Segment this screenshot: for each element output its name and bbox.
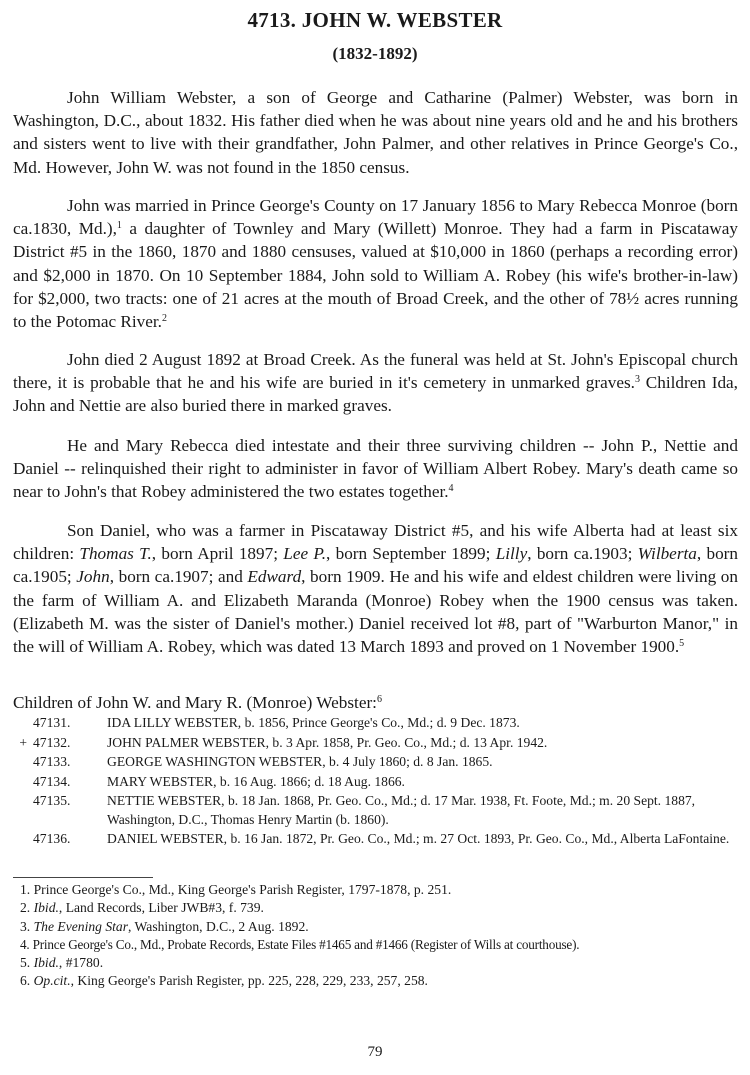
footnote-ref: 2 bbox=[161, 313, 167, 325]
footnote-text: Prince George's Co., Md., Probate Records, Estate Files #1465 and #1466 (Register of Wills at courthouse). bbox=[32, 936, 580, 952]
entry-name: JOHN PALMER WEBSTER bbox=[107, 734, 266, 750]
paragraph-son-daniel bbox=[13, 519, 738, 658]
paragraph-text: , born ca.1905; bbox=[13, 544, 738, 587]
paragraph-text: He and Mary Rebecca died intestate and their three surviving children -- John P., Nettie and Daniel -- relinquished their right to administer in favor of William Albert Robey. Mary's death came so near to John's that Robey administered the two estates together. bbox=[13, 436, 738, 502]
entry-details: , b. 18 Jan. 1868, Pr. Geo. Co., Md.; d. 17 Mar. 1938, Ft. Foote, Md.; m. 20 Sept. 1887, Washington, D.C., Thomas Henry Martin (b. 1860). bbox=[107, 793, 696, 827]
entry-number: 47132. bbox=[33, 734, 71, 750]
paragraph-text: , born September 1899; bbox=[326, 544, 496, 564]
paragraph-marriage bbox=[13, 194, 738, 333]
paragraph-text: , born ca.1907; and bbox=[109, 567, 248, 587]
footnote-number: 3. bbox=[20, 918, 31, 934]
footnote-text: , Land Records, Liber JWB#3, f. 739. bbox=[58, 900, 264, 916]
child-name: Lilly bbox=[495, 544, 528, 564]
footnote-ref: 6 bbox=[376, 694, 382, 705]
line-marker bbox=[13, 753, 27, 772]
footnote-number: 2. bbox=[20, 900, 31, 916]
footnote bbox=[20, 881, 740, 899]
paragraph-estate bbox=[13, 434, 738, 504]
entry-text bbox=[81, 734, 738, 753]
line-marker bbox=[13, 792, 27, 829]
entry-name: DANIEL WEBSTER bbox=[107, 831, 224, 846]
footnotes bbox=[20, 881, 740, 991]
footnote bbox=[20, 972, 740, 990]
entry-details: , b. 1856, Prince George's Co., Md.; d. 9 Dec. 1873. bbox=[237, 715, 520, 730]
paragraph-text: , born 1909. He and his wife and eldest children were living on the farm of William A. and Elizabeth Maranda (Monroe) Robey when the 1900 census was taken. (Elizabeth M. was the sister of Daniel's mother.) Daniel received lot #8, part of "Warburton Manor," in the will of William A. Robey, which was dated 13 March 1893 and proved on 1 November 1900. bbox=[13, 567, 738, 657]
paragraph-text: , born April 1897; bbox=[151, 544, 284, 564]
entry-text bbox=[81, 714, 738, 733]
paragraph-text: Son Daniel, who was a farmer in Piscataway District #5, and his wife Alberta had at least six children: bbox=[13, 521, 738, 564]
entry-name: IDA LILLY WEBSTER bbox=[107, 715, 238, 730]
child-entry bbox=[13, 714, 738, 733]
entry-details: , b. 3 Apr. 1858, Pr. Geo. Co., Md.; d. 13 Apr. 1942. bbox=[265, 734, 548, 750]
child-entry bbox=[13, 734, 738, 753]
page-number: 79 bbox=[367, 1044, 383, 1060]
line-marker bbox=[13, 830, 27, 849]
entry-name: GEORGE WASHINGTON WEBSTER bbox=[107, 754, 323, 769]
paragraph-death bbox=[13, 348, 738, 418]
entry-text bbox=[81, 792, 738, 829]
footnote-ref: 3 bbox=[634, 374, 640, 386]
line-marker bbox=[13, 773, 27, 792]
entry-number: 47135. bbox=[33, 793, 71, 808]
entry-name: NETTIE WEBSTER bbox=[107, 793, 222, 808]
children-list bbox=[13, 714, 738, 850]
paragraph-early-life bbox=[13, 86, 738, 179]
footnote bbox=[20, 954, 740, 972]
footnote-number: 5. bbox=[20, 955, 31, 971]
entry-details: , b. 16 Aug. 1866; d. 18 Aug. 1866. bbox=[213, 773, 405, 789]
child-entry bbox=[13, 792, 738, 829]
child-entry bbox=[13, 753, 738, 772]
page-title: 4713. JOHN W. WEBSTER bbox=[247, 8, 503, 32]
children-heading bbox=[13, 692, 382, 714]
footnote-italic: The Evening Star bbox=[33, 918, 128, 934]
footnote bbox=[20, 899, 740, 917]
paragraph-text: , born ca.1903; bbox=[527, 544, 638, 564]
child-name: Thomas T. bbox=[79, 544, 152, 564]
line-marker: + bbox=[19, 734, 27, 750]
entry-details: , b. 4 July 1860; d. 8 Jan. 1865. bbox=[322, 754, 493, 769]
footnote bbox=[20, 918, 740, 936]
footnote-italic: Ibid. bbox=[33, 900, 59, 916]
child-name: Wilberta bbox=[637, 544, 697, 564]
footnote-italic: Op.cit. bbox=[33, 973, 71, 989]
footnote-italic: Ibid. bbox=[33, 955, 59, 971]
footnote bbox=[20, 936, 740, 954]
footnote-text: , King George's Parish Register, pp. 225, 228, 229, 233, 257, 258. bbox=[70, 973, 428, 989]
children-heading-text: Children of John W. and Mary R. (Monroe) Webster: bbox=[13, 693, 377, 712]
footnote-ref: 4 bbox=[448, 483, 454, 495]
line-marker bbox=[13, 714, 27, 733]
footnote-text: , #1780. bbox=[58, 955, 104, 971]
footnote-ref: 1 bbox=[116, 220, 122, 232]
footnote-number: 1. bbox=[20, 882, 31, 897]
child-name: Lee P. bbox=[283, 544, 326, 564]
child-entry bbox=[13, 830, 738, 849]
footnote-number: 4. bbox=[20, 936, 30, 952]
paragraph-text: John died 2 August 1892 at Broad Creek. As the funeral was held at St. John's Episcopal church there, it is probable that he and his wife are buried in it's cemetery in unmarked graves. bbox=[13, 350, 738, 393]
entry-name: MARY WEBSTER bbox=[107, 773, 214, 789]
footnote-text: , Washington, D.C., 2 Aug. 1892. bbox=[128, 918, 309, 934]
footnote-text: Prince George's Co., Md., King George's Parish Register, 1797-1878, p. 251. bbox=[33, 882, 452, 897]
entry-number: 47136. bbox=[33, 831, 71, 846]
child-entry bbox=[13, 773, 738, 792]
entry-number: 47133. bbox=[33, 754, 71, 769]
life-dates: (1832-1892) bbox=[332, 44, 418, 63]
entry-text bbox=[81, 753, 738, 772]
entry-number: 47134. bbox=[33, 773, 71, 789]
child-name: John bbox=[76, 567, 110, 587]
entry-number: 47131. bbox=[33, 715, 71, 730]
footnote-ref: 5 bbox=[679, 638, 685, 650]
entry-text bbox=[81, 773, 738, 792]
paragraph-text: John was married in Prince George's County on 17 January 1856 to Mary Rebecca Monroe (born ca.1830, Md.), bbox=[13, 196, 738, 239]
paragraph-text: John William Webster, a son of George and Catharine (Palmer) Webster, was born in Washington, D.C., about 1832. His father died when he was about nine years old and he and his brothers and sisters went to live with their grandfather, John Palmer, and other relatives in Prince George's Co., Md. However, John W. was not found in the 1850 census. bbox=[13, 88, 738, 177]
entry-text bbox=[81, 830, 738, 849]
entry-details: , b. 16 Jan. 1872, Pr. Geo. Co., Md.; m. 27 Oct. 1893, Pr. Geo. Co., Md., Alberta LaFontaine. bbox=[223, 831, 730, 846]
footnote-number: 6. bbox=[20, 973, 31, 989]
footnote-divider bbox=[13, 877, 153, 878]
paragraph-text: a daughter of Townley and Mary (Willett) Monroe. They had a farm in Piscataway District #5 in the 1860, 1870 and 1880 censuses, valued at $10,000 in 1860 (perhaps a recording error) and $2,000 in 1870. On 10 September 1884, John sold to William A. Robey (his wife's brother-in-law) for $2,000, two tracts: one of 21 acres at the mouth of Broad Creek, and the other of 78½ acres running to the Potomac River. bbox=[13, 219, 738, 332]
paragraph-text: Children Ida, John and Nettie are also buried there in marked graves. bbox=[13, 373, 738, 416]
child-name: Edward bbox=[247, 567, 302, 587]
